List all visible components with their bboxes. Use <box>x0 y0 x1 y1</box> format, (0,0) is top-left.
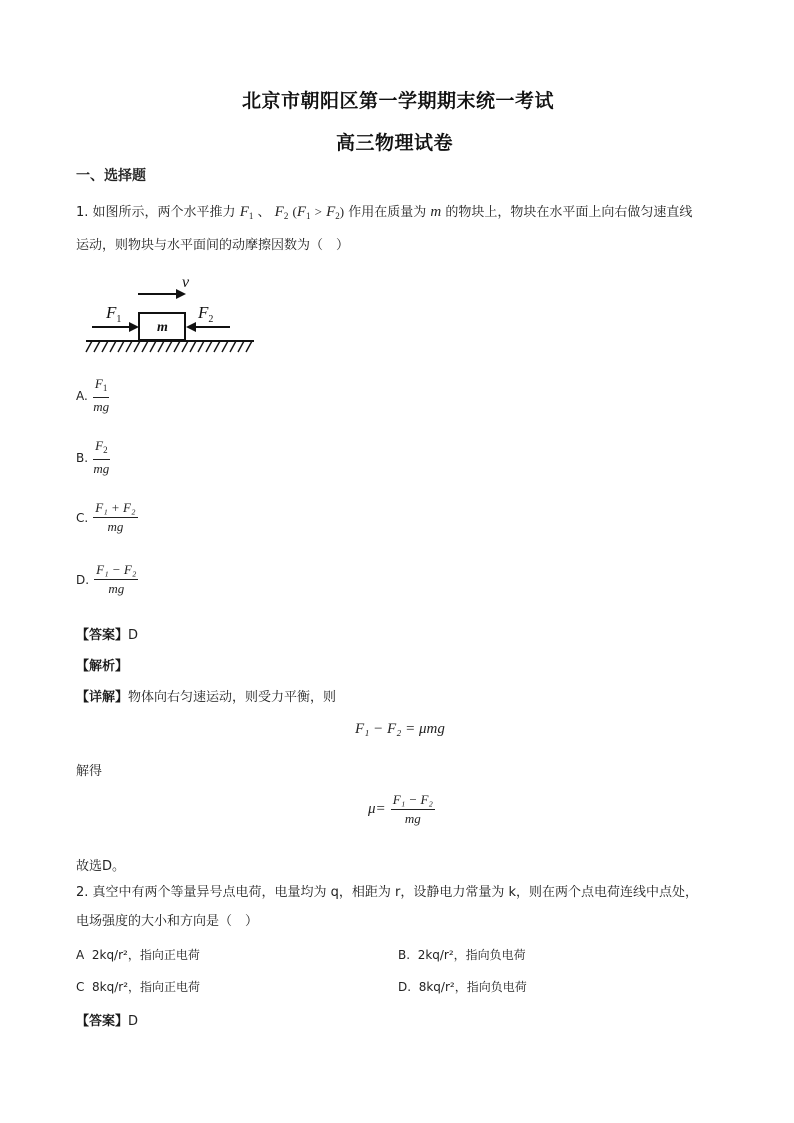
q2-stem-line2: 电场强度的大小和方向是（ ） <box>76 914 259 929</box>
f1-arrowhead <box>129 322 139 332</box>
section-heading: 一、选择题 <box>76 168 146 184</box>
page-title: 北京市朝阳区第一学期期末统一考试 <box>242 90 555 112</box>
ground-hatching <box>86 341 252 352</box>
q2-stem-line1: 2. 真空中有两个等量异号点电荷，电量均为 q，相距为 r，设静电力常量为 k，则在两个点电荷连线中点处， <box>76 885 699 900</box>
block-label: m <box>157 320 168 335</box>
q1-option-c: C. $\frac{\text{F₁ + F₂}}{mg}$ <box>76 500 136 534</box>
q1-option-b: B. $\frac{F_2}{mg}$ <box>76 438 110 476</box>
q1-answer: 【答案】D <box>76 628 139 643</box>
q2-option-d: D. 8kq/r²，指向负电荷 <box>398 980 527 994</box>
q1-force-diagram <box>84 268 259 358</box>
q1-equation-1: F₁ − F₂ = μmg <box>355 721 445 737</box>
option-c-fraction: $\frac{\text{F₁ + F₂}}{mg}$ <box>95 500 136 534</box>
q1-solve-label: 解得 <box>76 764 103 779</box>
option-d-fraction: $\frac{\text{F₁ − F₂}}{mg}$ <box>96 562 137 596</box>
q1-stem-line2: 运动，则物块与水平面间的动摩擦因数为（ ） <box>76 238 350 253</box>
option-b-fraction: $\frac{F_2}{mg}$ <box>93 438 110 476</box>
q2-option-c: C 8kq/r²，指向正电荷 <box>76 980 201 994</box>
f2-label: $F_2$ <box>198 303 214 325</box>
q1-stem-line1: 1. 如图所示，两个水平推力 $F_1$ 、 $F_2$ $(F_1 > F_2)$ 作用在质量为 m 的物块上，物块在水平面上向右做匀速直线 <box>76 204 693 221</box>
page-subtitle: 高三物理试卷 <box>336 132 454 154</box>
option-a-fraction: $\frac{F_1}{mg}$ <box>93 376 110 414</box>
f2-arrowhead <box>186 322 196 332</box>
q1-analysis-tag: 【解析】 <box>76 659 129 674</box>
f1-label: $F_1$ <box>106 303 122 325</box>
q1-equation-2: μ= $\frac{\text{F₁ − F₂}}{mg}$ <box>368 792 433 826</box>
q1-option-d: D. $\frac{\text{F₁ − F₂}}{mg}$ <box>76 562 137 596</box>
velocity-label: v <box>182 274 190 291</box>
q2-option-b: B. 2kq/r²，指向负电荷 <box>398 948 526 962</box>
q2-answer: 【答案】D <box>76 1014 139 1029</box>
q2-option-a: A 2kq/r²，指向正电荷 <box>76 948 200 962</box>
q1-option-a: A. $\frac{F_1}{mg}$ <box>76 376 110 414</box>
q1-detail: 【详解】物体向右匀速运动，则受力平衡，则 <box>76 690 337 705</box>
q1-conclusion: 故选D。 <box>76 859 126 874</box>
